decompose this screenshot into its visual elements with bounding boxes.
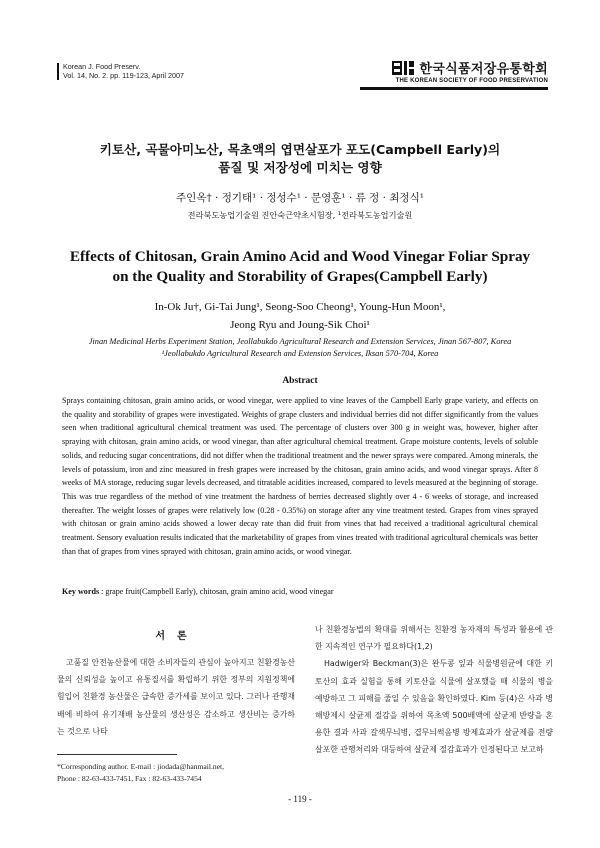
journal-volume: Vol. 14, No. 2. pp. 119-123, April 2007 (63, 70, 184, 80)
page-number: - 119 - (288, 794, 312, 804)
abstract-text: Sprays containing chitosan, grain amino acids, or wood vinegar, were applied to vine leaves of the Campbell Early grape variety, and effects on the quality and storability of grapes were investigated. Weights of grape clusters and individual berries did not differ significantly from the values seen when traditional agricultural chemical treatment was used. The percentage of clusters over 300 g in weight was, however, higher after spraying with chitosan, grain amino acids, or wood vinegar, than after agricultural chemical treatment. Grape moisture contents, levels of soluble solids, and reducing sugar concentrations, did not differ when the traditional treatment and the newer sprays were compared. Among minerals, the levels of potassium, iron and zinc measured in fresh grapes were increased by the chitosan, grain amino acids, and wood vinegar sprays. After 8 weeks of MA storage, reducing sugar levels decreased, and titratable acidities increased, compared to levels measured at the beginning of storage. This was true regardless of the method of vine treatment the hardness of berries decreased slightly over 4 - 6 weeks of storage, and increased thereafter. The weight losses of grapes were relatively low (0.28 - 0.35%) on storage after any vine treatment tested. Grapes from vines sprayed with chitosan or grain amino acids showed a lower decay rate than did fruit from vines that had received a traditional agricultural chemical treatment. Sensory evaluation results indicated that the marketability of grapes from vines treated with traditional agricultural chemicals was better than that of grapes from vines sprayed with chitosan, grain amino acids, or wood vinegar. (62, 396, 538, 556)
abstract-heading: Abstract (282, 376, 318, 386)
footnote-email: *Corresponding author. E-mail : jiodada@hanmail.net, (57, 762, 225, 771)
korean-authors: 주인옥† · 정기태¹ · 정성수¹ · 문영훈¹ · 류 정 · 최정식¹ (176, 192, 424, 204)
body-paragraph: 고품질 안전농산물에 대한 소비자들의 관심이 높아지고 친환경농산물의 신뢰성을 높이고 유통질서를 확립하기 위한 정부의 지원정책에 힘입어 친환경 농산물은 급속한 증가세를 보이고 있다. 그러나 관행재배에 비하여 유기재배 농산물의 생산성은 감소하고 생산비는 증가하는 것으로 나타 (57, 658, 295, 736)
header-rule (360, 87, 548, 90)
keywords-label: Key words (62, 587, 100, 596)
body-paragraph: Hadwiger와 Beckman(3)은 완두콩 잎과 식물병원균에 대한 키토산의 효과 실험을 통해 키토산을 식물에 살포했을 때 식물의 병을 예방하고 그 피해를 줄일 수 있음을 확인하였다. Kim 등(4)은 사과 병해방제시 살균제 절감을 위하여 목초액 500배액에 살균제 반량을 혼용한 결과 사과 갈색무늬병, 겹무늬썩음병 방제효과가 살균제를 전량 살포한 관행처리와 대등하여 살균제 절감효과가 인정된다고 보고하 (315, 659, 553, 755)
society-logo-icon (391, 59, 415, 77)
footnote-rule (57, 754, 177, 755)
body-column-left (57, 654, 295, 740)
english-affiliation (40, 336, 560, 360)
footnote-phone: Phone : 82-63-433-7451, Fax : 82-63-433-7454 (57, 774, 202, 783)
korean-title-line-2: 품질 및 저장성에 미치는 영향 (218, 160, 382, 175)
corresponding-author-footnote (57, 761, 297, 785)
english-title-line-2: on the Quality and Storability of Grapes(Campbell Early) (112, 268, 488, 285)
english-authors (40, 298, 560, 334)
english-affiliation-line-2: ¹Jeollabukdo Agricultural Research and Extension Services, Iksan 570-704, Korea (161, 349, 439, 358)
society-name-korean: 한국식품저장유통학회 (419, 62, 548, 77)
korean-title-line-1: 키토산, 곡물아미노산, 목초액의 엽면살포가 포도(Campbell Early)의 (99, 142, 501, 157)
english-authors-line-1: In-Ok Ju†, Gi-Tai Jung¹, Seong-Soo Cheong¹, Young-Hun Moon¹, (154, 301, 446, 313)
english-affiliation-line-1: Jinan Medicinal Herbs Experiment Station, Jeollabukdo Agricultural Research and Extension Services, Jinan 567-807, Korea (88, 337, 512, 346)
body-column-right (315, 621, 553, 843)
keywords (62, 587, 538, 596)
journal-citation (57, 63, 184, 80)
keywords-text: : grape fruit(Campbell Early), chitosan, grain amino acid, wood vinegar (101, 587, 334, 596)
english-authors-line-2: Jeong Ryu and Joung-Sik Choi¹ (230, 319, 370, 331)
society-header (360, 57, 548, 90)
journal-name: Korean J. Food Preserv. (63, 62, 141, 71)
korean-title (40, 141, 560, 177)
body-paragraph: 나 친환경농법의 확대를 위해서는 친환경 농자재의 특성과 활용에 관한 지속적인 연구가 필요하다(1,2) (315, 625, 553, 652)
korean-affiliation: 전라북도농업기술원 진안숙근약초시험장, ¹전라북도농업기술원 (187, 210, 413, 220)
society-name-english: THE KOREAN SOCIETY OF FOOD PRESERVATION (395, 78, 548, 84)
section-heading-introduction: 서론 (155, 631, 199, 642)
english-title-line-1: Effects of Chitosan, Grain Amino Acid and Wood Vinegar Foliar Spray (69, 248, 531, 265)
english-title (30, 247, 570, 287)
